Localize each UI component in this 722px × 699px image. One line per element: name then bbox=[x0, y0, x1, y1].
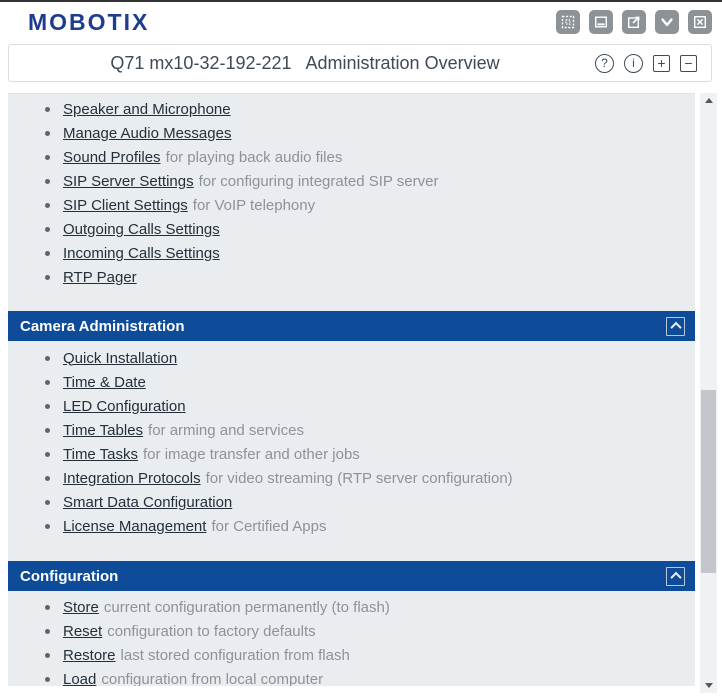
scroll-down-button[interactable] bbox=[700, 678, 717, 693]
chevron-up-icon bbox=[670, 322, 681, 333]
multiview-grid-button[interactable] bbox=[556, 10, 580, 34]
bullet-icon bbox=[45, 203, 50, 208]
mobotix-logo: MOBOTIX bbox=[28, 8, 150, 35]
window-controls bbox=[556, 10, 712, 34]
bullet-icon bbox=[45, 275, 50, 280]
bullet-icon bbox=[45, 227, 50, 232]
camera-model: Q71 mx10-32-192-221 bbox=[110, 52, 292, 73]
list-item bbox=[8, 265, 695, 289]
link-description: for VoIP telephony bbox=[192, 196, 316, 214]
scroll-up-button[interactable] bbox=[700, 93, 717, 108]
list-item bbox=[8, 394, 695, 418]
link-description: for video streaming (RTP server configuration) bbox=[205, 469, 513, 487]
admin-link[interactable]: Time Tables bbox=[63, 421, 144, 439]
chevron-up-icon bbox=[670, 572, 681, 583]
link-description: for playing back audio files bbox=[165, 148, 343, 166]
admin-link[interactable]: Time Tasks bbox=[63, 445, 139, 463]
live-view-icon bbox=[593, 14, 609, 30]
bullet-icon bbox=[45, 500, 50, 505]
list-item bbox=[8, 370, 695, 394]
bullet-icon bbox=[45, 629, 50, 634]
item-list-configuration bbox=[8, 595, 695, 686]
admin-link[interactable]: Quick Installation bbox=[63, 349, 178, 367]
item-list-camera-administration bbox=[8, 346, 695, 538]
section-title-configuration: Configuration bbox=[20, 567, 119, 585]
bullet-icon bbox=[45, 356, 50, 361]
bullet-icon bbox=[45, 131, 50, 136]
scroll-up-icon bbox=[705, 98, 713, 103]
admin-link[interactable]: Store bbox=[63, 598, 99, 616]
admin-link[interactable]: Outgoing Calls Settings bbox=[63, 220, 220, 238]
link-description: configuration from local computer bbox=[101, 670, 324, 686]
chevron-down-icon bbox=[659, 14, 675, 30]
bullet-icon bbox=[45, 155, 50, 160]
link-description: for Certified Apps bbox=[211, 517, 327, 535]
bullet-icon bbox=[45, 653, 50, 658]
admin-link[interactable]: Restore bbox=[63, 646, 116, 664]
list-item bbox=[8, 442, 695, 466]
list-item bbox=[8, 169, 695, 193]
item-list-audio-telephony bbox=[8, 97, 695, 289]
info-icon[interactable]: i bbox=[624, 54, 643, 73]
open-external-button[interactable] bbox=[622, 10, 646, 34]
scrollbar-thumb[interactable] bbox=[701, 390, 716, 573]
admin-overview-content bbox=[8, 93, 695, 686]
admin-link[interactable]: Incoming Calls Settings bbox=[63, 244, 220, 262]
admin-link[interactable]: SIP Client Settings bbox=[63, 196, 188, 214]
page-heading bbox=[9, 45, 601, 81]
admin-link[interactable]: Reset bbox=[63, 622, 103, 640]
admin-link[interactable]: LED Configuration bbox=[63, 397, 186, 415]
expand-all-icon[interactable]: + bbox=[653, 55, 670, 72]
admin-link[interactable]: Integration Protocols bbox=[63, 469, 201, 487]
live-view-button[interactable] bbox=[589, 10, 613, 34]
link-description: for arming and services bbox=[148, 421, 304, 439]
bullet-icon bbox=[45, 107, 50, 112]
admin-link[interactable]: SIP Server Settings bbox=[63, 172, 194, 190]
admin-link[interactable]: Sound Profiles bbox=[63, 148, 161, 166]
title-bar bbox=[8, 44, 712, 82]
link-description: last stored configuration from flash bbox=[120, 646, 350, 664]
section-header-camera-administration bbox=[8, 311, 695, 341]
page-title: Administration Overview bbox=[305, 52, 500, 73]
link-description: for image transfer and other jobs bbox=[143, 445, 360, 463]
bullet-icon bbox=[45, 677, 50, 682]
list-item bbox=[8, 217, 695, 241]
title-bar-icons bbox=[595, 45, 697, 81]
list-item bbox=[8, 619, 695, 643]
section-collapse-button-camera-administration[interactable] bbox=[666, 317, 685, 336]
list-item bbox=[8, 121, 695, 145]
scrollbar-track[interactable] bbox=[700, 93, 717, 693]
list-item bbox=[8, 145, 695, 169]
admin-link[interactable]: License Management bbox=[63, 517, 207, 535]
collapse-all-icon[interactable]: − bbox=[680, 55, 697, 72]
collapse-panel-button[interactable] bbox=[655, 10, 679, 34]
admin-link[interactable]: RTP Pager bbox=[63, 268, 137, 286]
bullet-icon bbox=[45, 380, 50, 385]
link-description: configuration to factory defaults bbox=[107, 622, 316, 640]
section-collapse-button-configuration[interactable] bbox=[666, 567, 685, 586]
close-window-icon bbox=[692, 14, 708, 30]
scroll-down-icon bbox=[705, 683, 713, 688]
admin-link[interactable]: Smart Data Configuration bbox=[63, 493, 233, 511]
list-item bbox=[8, 193, 695, 217]
section-title-camera-administration: Camera Administration bbox=[20, 317, 185, 335]
help-icon[interactable]: ? bbox=[595, 54, 614, 73]
admin-link[interactable]: Speaker and Microphone bbox=[63, 100, 231, 118]
bullet-icon bbox=[45, 524, 50, 529]
list-item bbox=[8, 466, 695, 490]
bullet-icon bbox=[45, 452, 50, 457]
bullet-icon bbox=[45, 404, 50, 409]
close-window-button[interactable] bbox=[688, 10, 712, 34]
section-header-configuration bbox=[8, 561, 695, 591]
admin-link[interactable]: Time & Date bbox=[63, 373, 146, 391]
list-item bbox=[8, 241, 695, 265]
bullet-icon bbox=[45, 476, 50, 481]
bullet-icon bbox=[45, 605, 50, 610]
list-item bbox=[8, 490, 695, 514]
admin-link[interactable]: Load bbox=[63, 670, 97, 686]
list-item bbox=[8, 346, 695, 370]
link-description: current configuration permanently (to flash) bbox=[103, 598, 390, 616]
list-item bbox=[8, 643, 695, 667]
list-item bbox=[8, 97, 695, 121]
list-item bbox=[8, 667, 695, 686]
list-item bbox=[8, 418, 695, 442]
open-external-icon bbox=[626, 14, 642, 30]
bullet-icon bbox=[45, 428, 50, 433]
list-item bbox=[8, 595, 695, 619]
admin-link[interactable]: Manage Audio Messages bbox=[63, 124, 232, 142]
app-header bbox=[0, 2, 722, 42]
list-item bbox=[8, 514, 695, 538]
bullet-icon bbox=[45, 251, 50, 256]
bullet-icon bbox=[45, 179, 50, 184]
multiview-grid-icon bbox=[560, 14, 576, 30]
link-description: for configuring integrated SIP server bbox=[198, 172, 439, 190]
